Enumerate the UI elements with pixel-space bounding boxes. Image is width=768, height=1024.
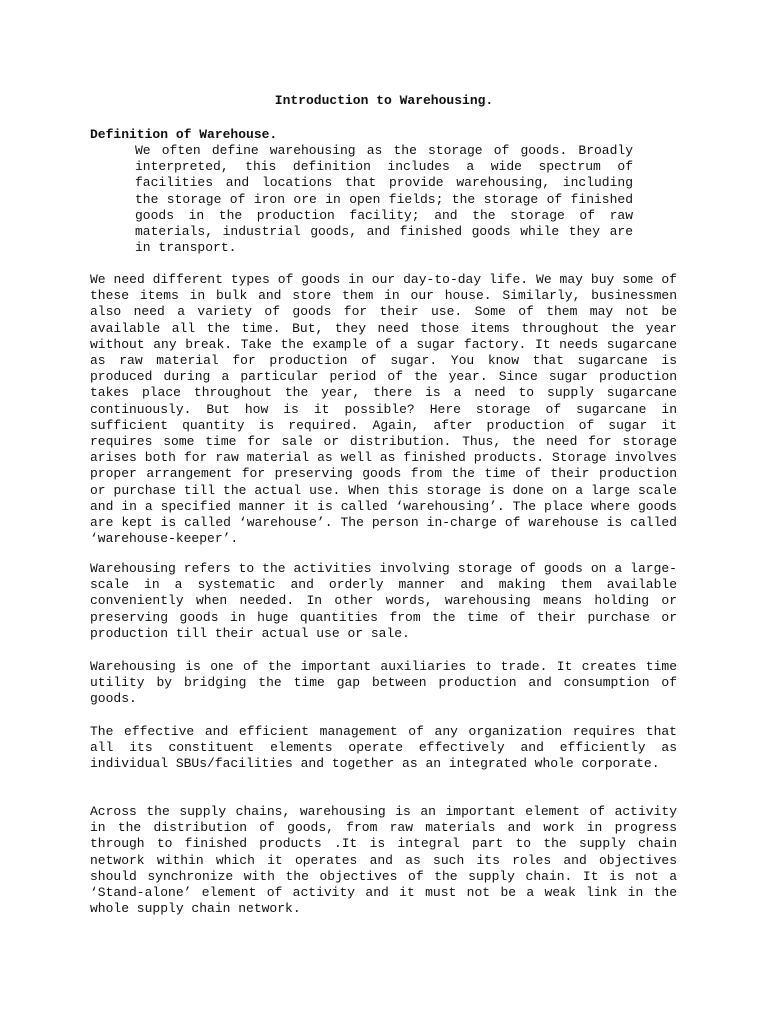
section-heading: Definition of Warehouse. (90, 127, 278, 142)
body-paragraph: Warehousing refers to the activities involving storage of goods on a large-scale in a systematic and orderly manner and making them available conveniently when needed. In other words, warehousing means holding or preserving goods in huge quantities from the time of their purchase or production till their actual use or sale. (90, 561, 677, 641)
body-paragraph: The effective and efficient management of any organization requires that all its constituent elements operate effectively and efficiently as individual SBUs/facilities and together as an integrated whole corporate. (90, 724, 677, 772)
body-paragraph: Warehousing is one of the important auxiliaries to trade. It creates time utility by bridging the time gap between production and consumption of goods. (90, 659, 677, 707)
definition-paragraph: We often define warehousing as the storage of goods. Broadly interpreted, this definition includes a wide spectrum of facilities and locations that provide warehousing, including the storage of iron ore in open fields; the storage of finished goods in the production facility; and the storage of raw materials, industrial goods, and finished goods while they are in transport. (135, 143, 633, 256)
body-paragraph: We need different types of goods in our day-to-day life. We may buy some of these items in bulk and store them in our house. Similarly, businessmen also need a variety of goods for their use. Some of them may not be available all the time. But, they need those items throughout the year without any break. Take the example of a sugar factory. It needs sugarcane as raw material for production of sugar. You know that sugarcane is produced during a particular period of the year. Since sugar production takes place throughout the year, there is a need to supply sugarcane continuously. But how is it possible? Here storage of sugarcane in sufficient quantity is required. Again, after production of sugar it requires some time for sale or distribution. Thus, the need for storage arises both for raw material as well as finished products. Storage involves proper arrangement for preserving goods from the time of their production or purchase till the actual use. When this storage is done on a large scale and in a specified manner it is called ‘warehousing’. The place where goods are kept is called ‘warehouse’. The person in-charge of warehouse is called ‘warehouse-keeper’. (90, 272, 677, 547)
document-title: Introduction to Warehousing. (274, 93, 494, 108)
body-paragraph: Across the supply chains, warehousing is an important element of activity in the distribution of goods, from raw materials and work in progress through to finished products .It is integral part to the supply chain network within which it operates and as such its roles and objectives should synchronize with the objectives of the supply chain. It is not a ‘Stand-alone’ element of activity and it must not be a weak link in the whole supply chain network. (90, 804, 677, 917)
